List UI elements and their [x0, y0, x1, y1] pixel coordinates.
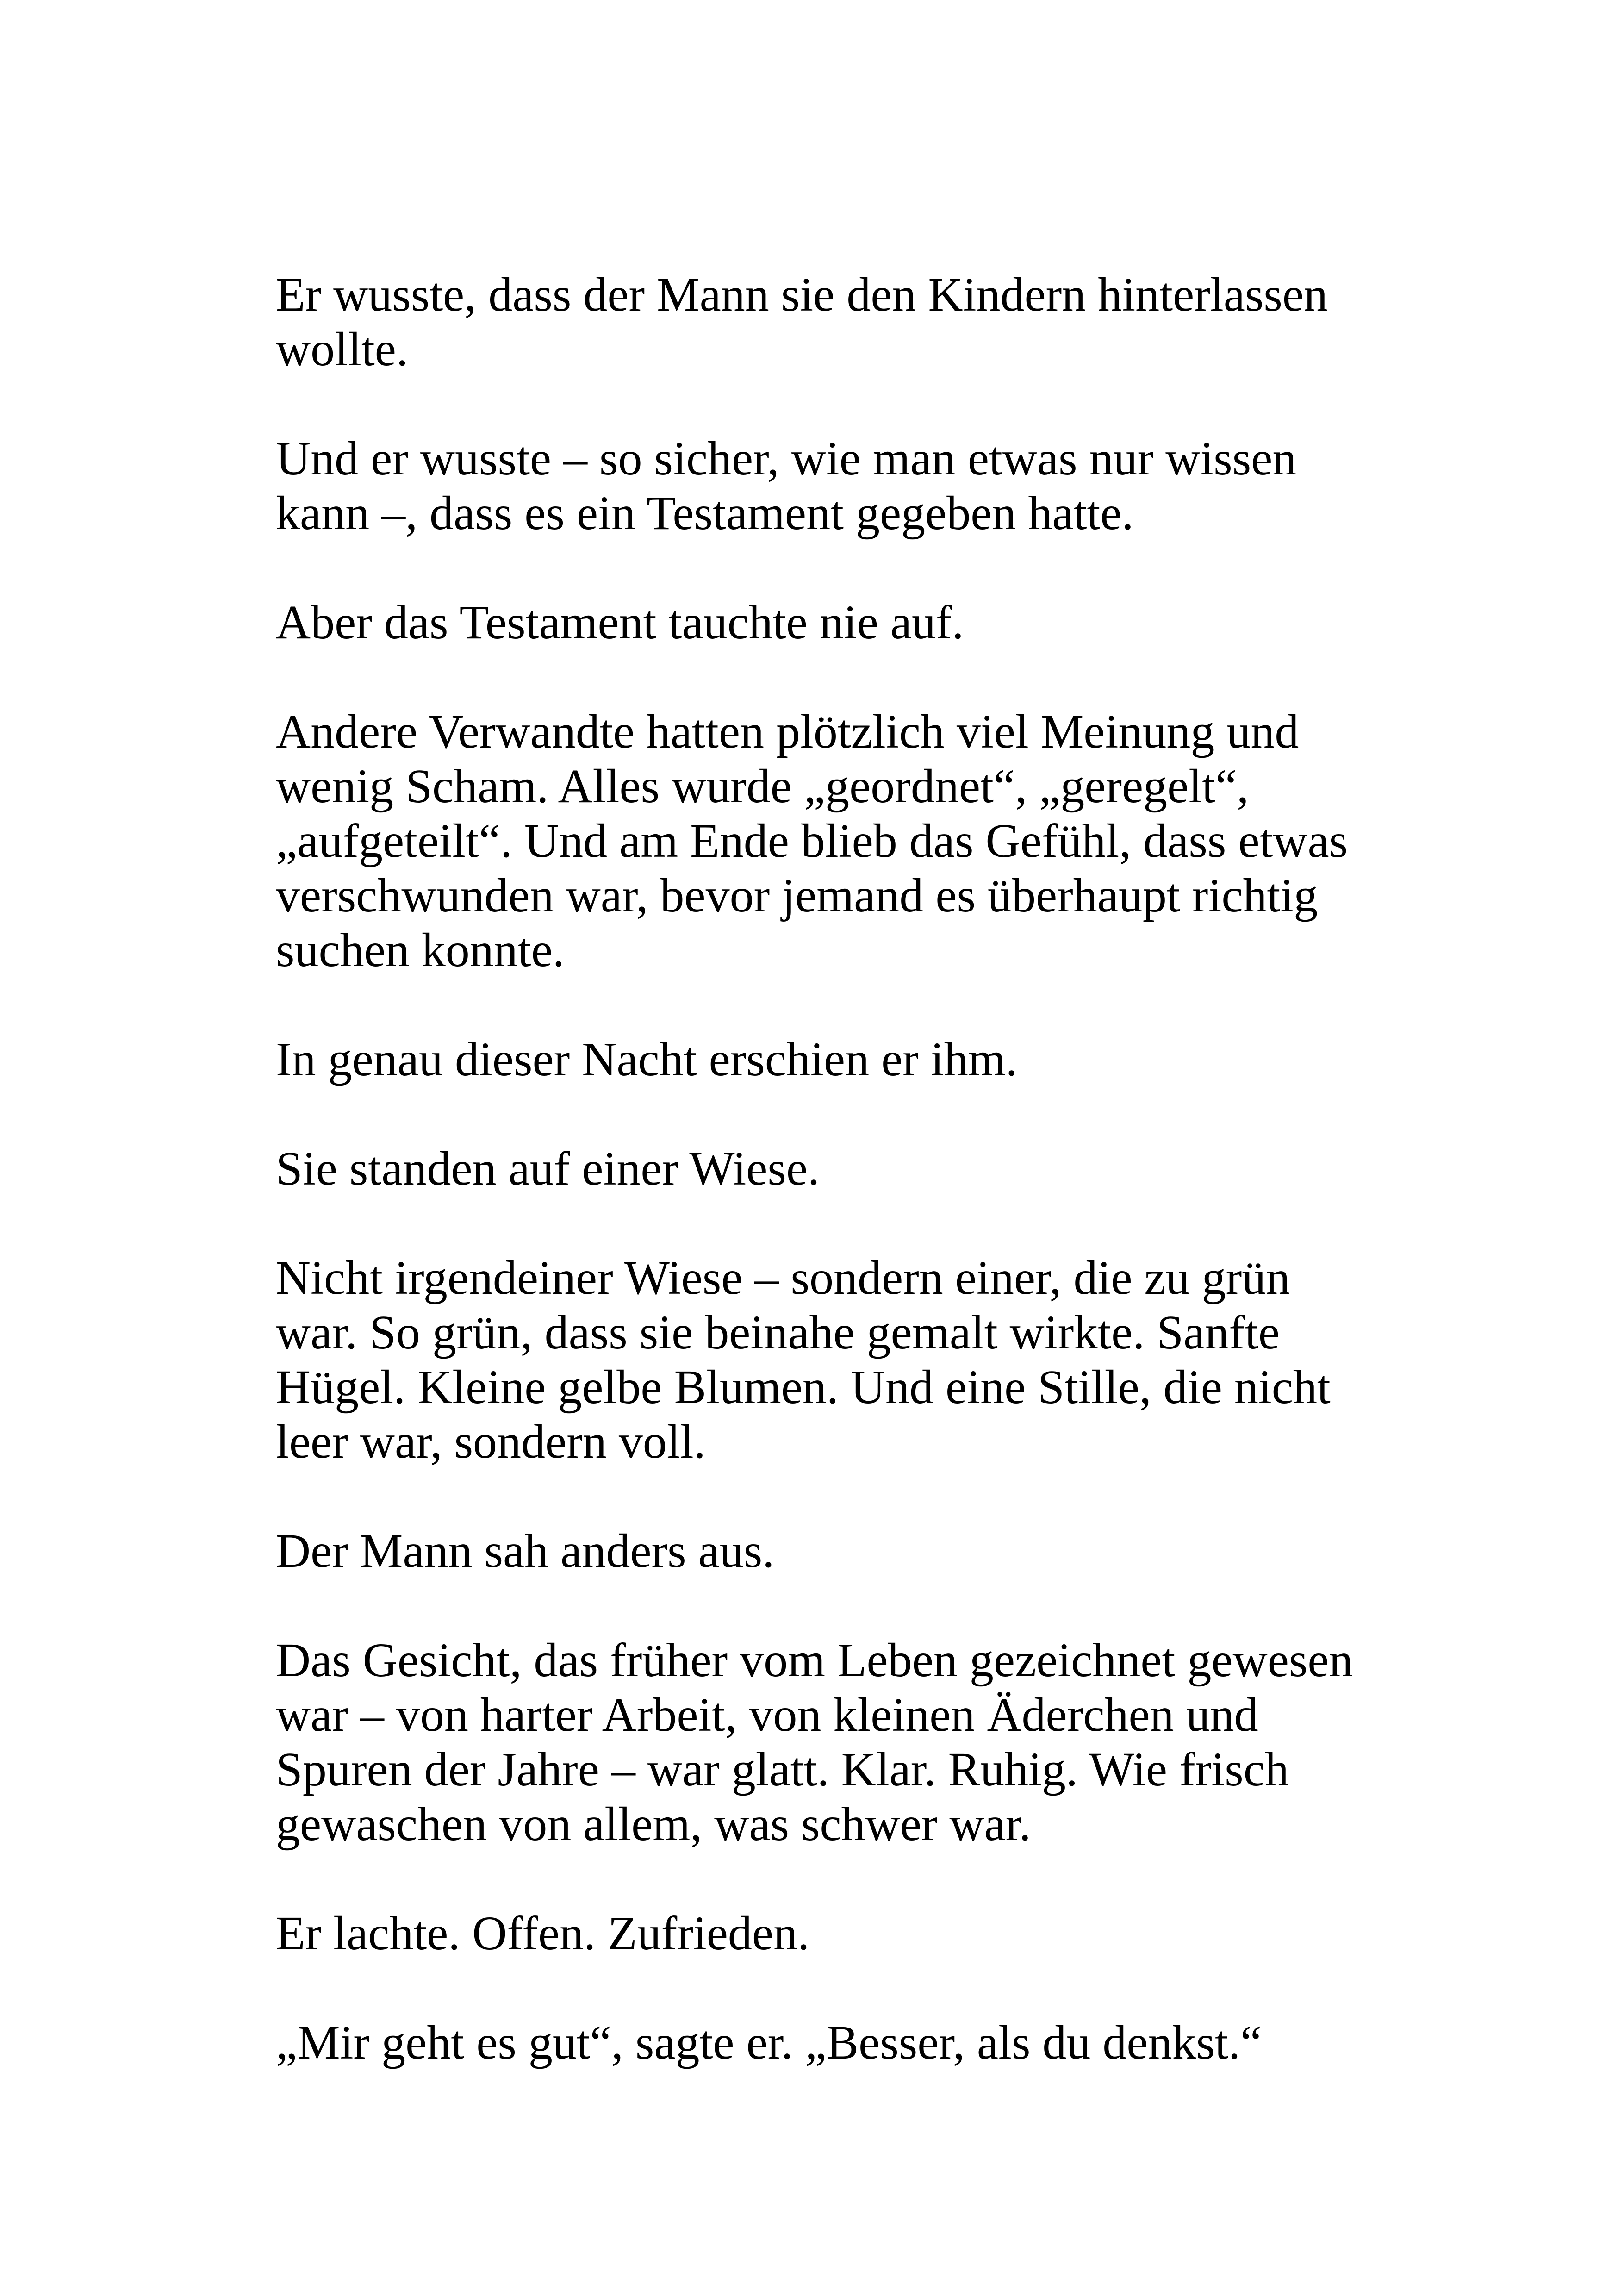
paragraph-11	[276, 2015, 1350, 2070]
paragraph-8	[276, 1524, 1350, 1578]
text-line: suchen konnte.	[276, 923, 565, 977]
text-line: wenig Scham. Alles wurde „geordnet“, „geregelt“,	[276, 760, 1249, 813]
text-line: Er wusste, dass der Mann sie den Kindern hinterlassen	[276, 268, 1328, 321]
text-line: leer war, sondern voll.	[276, 1415, 706, 1468]
paragraph-1	[276, 268, 1350, 377]
text-line: verschwunden war, bevor jemand es überhaupt richtig	[276, 869, 1318, 922]
paragraph-6	[276, 1142, 1350, 1196]
text-line: „Mir geht es gut“, sagte er. „Besser, als du denkst.“	[276, 2016, 1262, 2069]
text-line: Der Mann sah anders aus.	[276, 1524, 775, 1578]
paragraph-7	[276, 1251, 1350, 1469]
paragraph-3	[276, 595, 1350, 650]
text-line: war – von harter Arbeit, von kleinen Äderchen und	[276, 1688, 1258, 1741]
text-line: „aufgeteilt“. Und am Ende blieb das Gefühl, dass etwas	[276, 814, 1348, 867]
paragraph-5	[276, 1032, 1350, 1087]
paragraph-4	[276, 705, 1350, 978]
text-line: Und er wusste – so sicher, wie man etwas nur wissen	[276, 432, 1297, 485]
text-line: kann –, dass es ein Testament gegeben hatte.	[276, 487, 1134, 540]
text-line: war. So grün, dass sie beinahe gemalt wirkte. Sanfte	[276, 1306, 1280, 1359]
text-line: Spuren der Jahre – war glatt. Klar. Ruhig. Wie frisch	[276, 1743, 1289, 1796]
text-line: Er lachte. Offen. Zufrieden.	[276, 1907, 810, 1960]
paragraph-9	[276, 1633, 1353, 1852]
text-line: In genau dieser Nacht erschien er ihm.	[276, 1033, 1018, 1086]
text-line: wollte.	[276, 323, 408, 376]
text-line: Das Gesicht, das früher vom Leben gezeichnet gewesen	[276, 1634, 1353, 1687]
text-line: Andere Verwandte hatten plötzlich viel Meinung und	[276, 705, 1299, 758]
text-line: gewaschen von allem, was schwer war.	[276, 1797, 1031, 1851]
body-text	[276, 268, 1353, 2070]
paragraph-10	[276, 1906, 1350, 1961]
text-line: Aber das Testament tauchte nie auf.	[276, 596, 964, 649]
text-line: Hügel. Kleine gelbe Blumen. Und eine Stille, die nicht	[276, 1360, 1331, 1414]
text-line: Nicht irgendeiner Wiese – sondern einer, die zu grün	[276, 1251, 1290, 1304]
paragraph-2	[276, 431, 1350, 541]
text-line: Sie standen auf einer Wiese.	[276, 1142, 820, 1195]
